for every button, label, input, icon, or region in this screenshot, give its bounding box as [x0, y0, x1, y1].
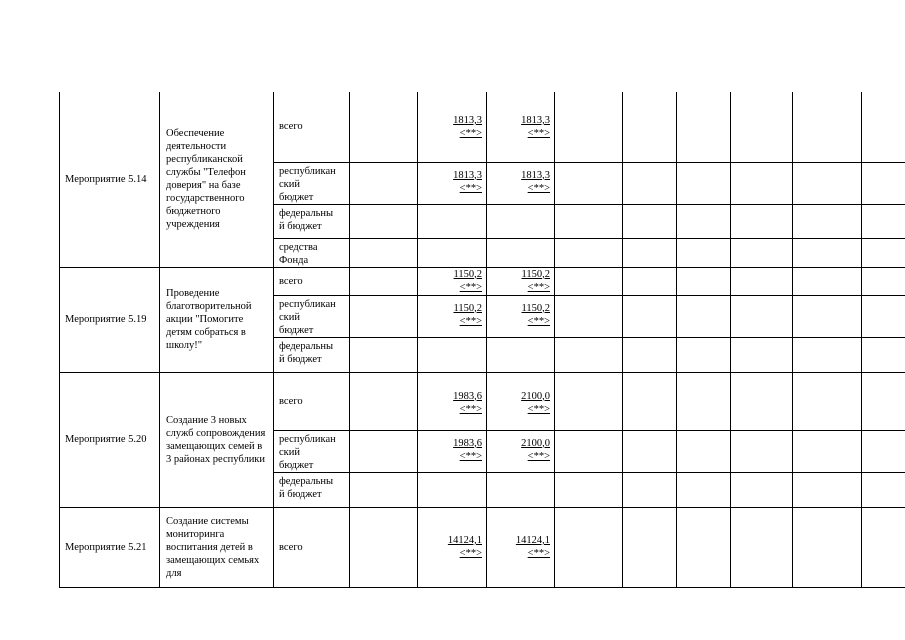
empty-cell: [555, 238, 623, 267]
empty-cell: [793, 372, 862, 430]
empty-cell: [731, 472, 793, 507]
footnote-link[interactable]: <**>: [527, 403, 550, 415]
empty-cell: [731, 295, 793, 337]
table-row: [60, 92, 905, 162]
empty-cell: [350, 162, 418, 204]
footnote-link[interactable]: <**>: [527, 281, 550, 293]
value-cell-1: [418, 162, 487, 204]
value-cell-2: [487, 162, 555, 204]
empty-cell: [555, 267, 623, 295]
source-text: бюджет: [279, 324, 314, 336]
empty-cell: [793, 267, 862, 295]
empty-cell: [793, 92, 862, 162]
empty-cell: [623, 430, 677, 472]
value-cell-2: [487, 430, 555, 472]
source-cell: [274, 507, 350, 587]
empty-cell: [623, 92, 677, 162]
empty-cell: [623, 295, 677, 337]
amount-value: 14124,1: [447, 535, 482, 546]
empty-cell: [350, 472, 418, 507]
table-row: [60, 267, 905, 295]
empty-cell: [555, 295, 623, 337]
event-cell: Мероприятие 5.21: [60, 507, 160, 587]
value-cell-1: [418, 92, 487, 162]
empty-cell: [731, 162, 793, 204]
event-cell: Мероприятие 5.19: [60, 267, 160, 372]
source-cell: [274, 337, 350, 372]
empty-cell: [677, 472, 731, 507]
value-cell-2: [487, 472, 555, 507]
source-cell: [274, 162, 350, 204]
empty-cell: [677, 337, 731, 372]
empty-cell: [350, 372, 418, 430]
value-cell-1: [418, 238, 487, 267]
empty-cell: [623, 472, 677, 507]
description-cell: Обеспечение деятельности республиканской службы "Телефон доверия" на базе государственного бюджетного учреждения: [160, 92, 274, 267]
source-cell: [274, 430, 350, 472]
empty-cell: [731, 204, 793, 238]
footnote-link[interactable]: <**>: [527, 548, 550, 559]
value-cell-2: [487, 267, 555, 295]
empty-cell: [623, 507, 677, 587]
empty-cell: [555, 372, 623, 430]
empty-cell: [623, 267, 677, 295]
source-text: всего: [279, 395, 303, 407]
source-text: бюджет: [279, 191, 314, 203]
source-cell: [274, 267, 350, 295]
amount-value: 1150,2: [521, 268, 550, 280]
amount-value: 2100,0: [521, 437, 550, 449]
empty-cell: [555, 472, 623, 507]
empty-cell: [350, 337, 418, 372]
empty-cell: [623, 162, 677, 204]
source-cell: [274, 238, 350, 267]
empty-cell: [555, 337, 623, 372]
value-cell-2: [487, 295, 555, 337]
empty-cell: [623, 372, 677, 430]
empty-cell: [350, 204, 418, 238]
empty-cell: [555, 507, 623, 587]
table-body: [60, 92, 905, 587]
value-cell-1: [418, 295, 487, 337]
empty-cell: [623, 337, 677, 372]
footnote-link[interactable]: <**>: [527, 128, 550, 139]
empty-cell: [862, 295, 905, 337]
description-cell: Проведение благотворительной акции "Помогите детям собраться в школу!": [160, 267, 274, 372]
empty-cell: [862, 337, 905, 372]
source-text: федеральны: [279, 340, 334, 352]
footnote-link[interactable]: <**>: [527, 182, 550, 194]
empty-cell: [677, 430, 731, 472]
source-text: ский: [279, 178, 300, 190]
table-row: [60, 372, 905, 430]
empty-cell: [677, 267, 731, 295]
footnote-link[interactable]: <**>: [527, 315, 550, 327]
amount-value: 1150,2: [453, 302, 482, 314]
amount-value: 1983,6: [453, 437, 482, 449]
source-text: федеральны: [279, 207, 334, 219]
empty-cell: [731, 430, 793, 472]
empty-cell: [862, 162, 905, 204]
empty-cell: [350, 238, 418, 267]
source-text: республикан: [279, 298, 336, 310]
table-row: [60, 507, 905, 587]
empty-cell: [793, 472, 862, 507]
empty-cell: [862, 430, 905, 472]
value-cell-1: [418, 267, 487, 295]
empty-cell: [677, 507, 731, 587]
amount-value: 14124,1: [515, 535, 550, 546]
value-cell-2: [487, 372, 555, 430]
empty-cell: [555, 162, 623, 204]
empty-cell: [793, 430, 862, 472]
source-cell: [274, 295, 350, 337]
empty-cell: [677, 204, 731, 238]
amount-value: 1813,3: [453, 169, 482, 181]
empty-cell: [862, 238, 905, 267]
empty-cell: [677, 92, 731, 162]
footnote-link[interactable]: <**>: [459, 403, 482, 415]
empty-cell: [677, 372, 731, 430]
source-text: ский: [279, 311, 300, 323]
empty-cell: [862, 267, 905, 295]
event-cell: Мероприятие 5.14: [60, 92, 160, 267]
empty-cell: [731, 337, 793, 372]
source-cell: [274, 372, 350, 430]
empty-cell: [862, 204, 905, 238]
empty-cell: [793, 238, 862, 267]
footnote-link[interactable]: <**>: [459, 315, 482, 327]
empty-cell: [731, 507, 793, 587]
empty-cell: [862, 92, 905, 162]
footnote-link[interactable]: <**>: [459, 281, 482, 293]
source-text: й бюджет: [279, 488, 322, 500]
source-text: всего: [279, 121, 303, 133]
amount-value: 1813,3: [521, 169, 550, 181]
empty-cell: [862, 472, 905, 507]
empty-cell: [731, 372, 793, 430]
footnote-link[interactable]: <**>: [527, 450, 550, 462]
empty-cell: [623, 238, 677, 267]
description-cell: Создание 3 новых служб сопровождения замещающих семей в 3 районах республики: [160, 372, 274, 507]
empty-cell: [731, 267, 793, 295]
empty-cell: [793, 162, 862, 204]
footnote-link[interactable]: <**>: [459, 128, 482, 139]
empty-cell: [793, 204, 862, 238]
empty-cell: [677, 238, 731, 267]
source-cell: [274, 92, 350, 162]
empty-cell: [677, 295, 731, 337]
empty-cell: [623, 204, 677, 238]
empty-cell: [350, 267, 418, 295]
value-cell-2: [487, 238, 555, 267]
empty-cell: [555, 430, 623, 472]
amount-value: 2100,0: [521, 390, 550, 402]
source-text: республикан: [279, 433, 336, 445]
source-text: ский: [279, 446, 300, 458]
empty-cell: [555, 204, 623, 238]
source-text: бюджет: [279, 459, 314, 471]
value-cell-1: [418, 372, 487, 430]
source-text: Фонда: [279, 254, 309, 266]
footnote-link[interactable]: <**>: [459, 548, 482, 559]
source-text: й бюджет: [279, 220, 322, 232]
empty-cell: [793, 295, 862, 337]
description-cell: Создание системы мониторинга воспитания детей в замещающих семьях для: [160, 507, 274, 587]
value-cell-1: [418, 204, 487, 238]
value-cell-1: [418, 472, 487, 507]
value-cell-1: [418, 430, 487, 472]
source-cell: [274, 204, 350, 238]
empty-cell: [350, 430, 418, 472]
footnote-link[interactable]: <**>: [459, 182, 482, 194]
budget-table: [59, 92, 905, 588]
amount-value: 1813,3: [521, 115, 550, 126]
value-cell-2: [487, 92, 555, 162]
value-cell-2: [487, 507, 555, 587]
value-cell-1: [418, 337, 487, 372]
amount-value: 1983,6: [453, 390, 482, 402]
empty-cell: [793, 337, 862, 372]
source-text: всего: [279, 541, 303, 553]
empty-cell: [731, 238, 793, 267]
source-text: республикан: [279, 165, 336, 177]
source-text: всего: [279, 275, 303, 287]
event-cell: Мероприятие 5.20: [60, 372, 160, 507]
source-cell: [274, 472, 350, 507]
value-cell-2: [487, 337, 555, 372]
source-text: средства: [279, 241, 318, 253]
footnote-link[interactable]: <**>: [459, 450, 482, 462]
value-cell-2: [487, 204, 555, 238]
amount-value: 1150,2: [453, 268, 482, 280]
empty-cell: [862, 507, 905, 587]
empty-cell: [862, 372, 905, 430]
source-text: федеральны: [279, 475, 334, 487]
empty-cell: [350, 92, 418, 162]
empty-cell: [677, 162, 731, 204]
empty-cell: [350, 295, 418, 337]
source-text: й бюджет: [279, 353, 322, 365]
empty-cell: [731, 92, 793, 162]
amount-value: 1813,3: [453, 115, 482, 126]
amount-value: 1150,2: [521, 302, 550, 314]
empty-cell: [793, 507, 862, 587]
value-cell-1: [418, 507, 487, 587]
empty-cell: [350, 507, 418, 587]
empty-cell: [555, 92, 623, 162]
